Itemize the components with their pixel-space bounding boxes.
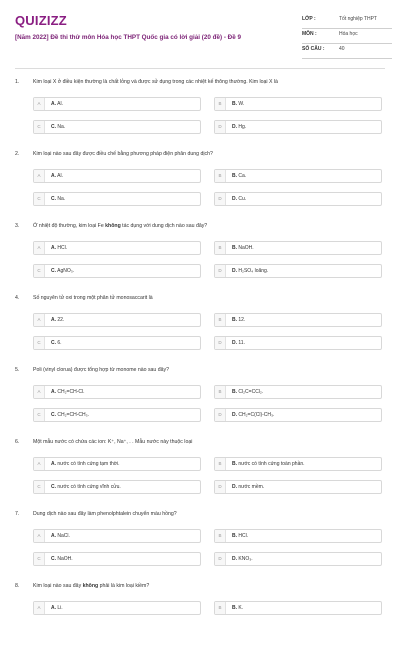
option-label: A.	[51, 101, 56, 107]
option-text	[232, 386, 263, 398]
option-value: AgNO₃.	[57, 268, 75, 274]
option-text	[51, 265, 74, 277]
question-number: 3.	[15, 223, 20, 229]
option-label: D.	[232, 556, 237, 562]
meta-key: MÔN :	[302, 31, 317, 37]
option-value: CH₂=CH-Cl.	[57, 389, 85, 395]
option-text	[232, 530, 248, 542]
option-letter: A	[34, 530, 45, 542]
question-number: 7.	[15, 511, 20, 517]
worksheet-header	[0, 0, 400, 68]
option-label: A.	[51, 173, 56, 179]
option-text	[232, 314, 245, 326]
option-letter: A	[34, 98, 45, 110]
option-letter: C	[34, 337, 45, 349]
option-letter: B	[215, 602, 226, 614]
option-letter: B	[215, 386, 226, 398]
question-item	[0, 576, 400, 648]
option-letter: D	[215, 553, 226, 565]
option-letter: D	[215, 337, 226, 349]
question-text: Một mẫu nước có chứa các ion: K⁺, Na⁺, . . Mẫu nước này thuộc loại	[33, 439, 193, 445]
question-text	[33, 583, 373, 589]
option-c[interactable]	[33, 264, 201, 278]
option-text	[232, 170, 246, 182]
question-number: 2.	[15, 151, 20, 157]
option-label: B.	[232, 317, 237, 323]
option-value: W.	[238, 101, 245, 107]
question-text-part: Ở nhiệt độ thường, kim loại Fe	[33, 223, 106, 229]
question-text-part: Kim loại nào sau đây	[33, 583, 83, 589]
question-text: Poli (vinyl clorua) được tổng hợp từ monome nào sau đây?	[33, 367, 170, 373]
option-label: A.	[51, 317, 56, 323]
option-letter: D	[215, 481, 226, 493]
option-value: 12.	[238, 317, 246, 323]
option-value: Hg.	[238, 124, 247, 130]
option-text	[51, 553, 73, 565]
option-letter: D	[215, 193, 226, 205]
option-value: Li.	[57, 605, 63, 611]
meta-value: Tốt nghiệp THPT	[339, 16, 377, 22]
option-value: 22.	[57, 317, 65, 323]
option-label: D.	[232, 268, 237, 274]
option-text	[232, 242, 254, 254]
option-value: nước có tính cứng toàn phần.	[238, 461, 305, 467]
option-letter: A	[34, 314, 45, 326]
option-b[interactable]	[214, 97, 382, 111]
option-b[interactable]	[214, 601, 382, 615]
option-text	[51, 314, 64, 326]
option-value: HCl.	[57, 245, 68, 251]
option-value: CH₂=CH-CH₃.	[57, 412, 90, 418]
option-b[interactable]	[214, 457, 382, 471]
question-number: 4.	[15, 295, 20, 301]
option-value: H₂SO₄ loãng.	[238, 268, 269, 274]
question-item	[0, 504, 400, 576]
option-letter: C	[34, 193, 45, 205]
option-letter: D	[215, 409, 226, 421]
option-value: CH₂=C(Cl)-CH₃.	[238, 412, 275, 418]
option-text	[232, 409, 274, 421]
option-letter: A	[34, 602, 45, 614]
question-text: Kim loại nào sau đây được điều chế bằng phương pháp điện phân dung dịch?	[33, 151, 213, 157]
header-divider	[15, 68, 385, 69]
option-d[interactable]	[214, 264, 382, 278]
option-b[interactable]	[214, 529, 382, 543]
meta-row-class	[302, 14, 392, 29]
option-text	[51, 481, 121, 493]
option-value: 6.	[57, 340, 62, 346]
option-value: 11.	[238, 340, 245, 346]
option-d[interactable]	[214, 336, 382, 350]
option-value: nước có tính cứng tạm thời.	[57, 461, 120, 467]
option-b[interactable]	[214, 241, 382, 255]
option-c[interactable]	[33, 192, 201, 206]
option-label: D.	[232, 196, 237, 202]
option-text	[232, 121, 246, 133]
option-label: B.	[232, 101, 237, 107]
meta-value: 40	[339, 46, 345, 52]
question-text: Dung dịch nào sau đây làm phenolphtalein chuyển màu hồng?	[33, 511, 177, 517]
question-item	[0, 216, 400, 288]
option-d[interactable]	[214, 552, 382, 566]
option-label: A.	[51, 245, 56, 251]
option-b[interactable]	[214, 169, 382, 183]
question-item	[0, 72, 400, 144]
option-text	[232, 553, 253, 565]
option-letter: D	[215, 121, 226, 133]
option-a[interactable]	[33, 385, 201, 399]
worksheet-meta	[302, 14, 392, 59]
option-value: Na.	[57, 124, 66, 130]
option-letter: C	[34, 553, 45, 565]
option-letter: C	[34, 481, 45, 493]
option-c[interactable]	[33, 120, 201, 134]
option-text	[51, 530, 70, 542]
option-text	[232, 602, 243, 614]
question-number: 1.	[15, 79, 20, 85]
question-text-part: phải là kim loại kiềm?	[98, 583, 150, 589]
option-a[interactable]	[33, 529, 201, 543]
option-text	[51, 458, 120, 470]
option-text	[51, 386, 84, 398]
option-value: HCl.	[238, 533, 249, 539]
option-label: B.	[232, 173, 237, 179]
quizizz-logo: QUIZIZZ	[15, 13, 67, 28]
question-text-part: tác dụng với dung dịch nào sau đây?	[120, 223, 208, 229]
option-label: B.	[232, 605, 237, 611]
option-value: Al.	[57, 173, 63, 179]
option-letter: A	[34, 458, 45, 470]
question-text-emphasis: không	[82, 583, 99, 589]
option-value: Cu.	[238, 196, 247, 202]
option-a[interactable]	[33, 97, 201, 111]
option-label: A.	[51, 389, 56, 395]
question-text: Kim loại X ở điều kiện thường là chất lỏng và được sử dụng trong các nhiệt kế thông thường. Kim loại X là	[33, 79, 278, 85]
option-b[interactable]	[214, 313, 382, 327]
option-label: D.	[232, 340, 237, 346]
option-a[interactable]	[33, 169, 201, 183]
option-label: C.	[51, 484, 56, 490]
option-label: A.	[51, 461, 56, 467]
option-value: nước có tính cứng vĩnh cửu.	[57, 484, 121, 490]
question-text: Số nguyên tử oxi trong một phân tử monosaccarit là	[33, 295, 153, 301]
question-number: 5.	[15, 367, 20, 373]
option-text	[51, 121, 65, 133]
option-text	[51, 602, 63, 614]
option-value: NaCl.	[57, 533, 70, 539]
worksheet-title: [Năm 2022] Đề thi thử môn Hóa học THPT Quốc gia có lời giải (20 đề) - Đề 9	[15, 34, 241, 41]
option-value: NaOH.	[238, 245, 254, 251]
option-text	[51, 337, 62, 349]
option-text	[232, 98, 244, 110]
option-label: B.	[232, 389, 237, 395]
option-value: Na.	[57, 196, 66, 202]
question-text-emphasis: không	[105, 223, 121, 229]
meta-key: LỚP :	[302, 16, 316, 22]
option-a[interactable]	[33, 457, 201, 471]
option-label: C.	[51, 556, 56, 562]
option-a[interactable]	[33, 241, 201, 255]
option-value: K.	[238, 605, 244, 611]
option-letter: B	[215, 242, 226, 254]
option-c[interactable]	[33, 552, 201, 566]
option-label: C.	[51, 412, 56, 418]
option-text	[51, 409, 89, 421]
option-text	[51, 98, 63, 110]
option-label: D.	[232, 412, 237, 418]
option-label: D.	[232, 484, 237, 490]
meta-key: SỐ CÂU :	[302, 46, 325, 52]
option-text	[232, 193, 246, 205]
meta-value: Hóa học	[339, 31, 358, 37]
option-label: C.	[51, 268, 56, 274]
meta-row-question-count	[302, 44, 392, 59]
option-letter: C	[34, 121, 45, 133]
option-text	[232, 265, 268, 277]
option-letter: D	[215, 265, 226, 277]
option-letter: B	[215, 530, 226, 542]
option-a[interactable]	[33, 601, 201, 615]
option-letter: B	[215, 314, 226, 326]
option-c[interactable]	[33, 408, 201, 422]
option-d[interactable]	[214, 408, 382, 422]
option-label: C.	[51, 340, 56, 346]
option-label: B.	[232, 461, 237, 467]
option-label: B.	[232, 245, 237, 251]
option-letter: A	[34, 170, 45, 182]
option-value: Cl₂C=CCl₂.	[238, 389, 264, 395]
meta-row-subject	[302, 29, 392, 44]
option-d[interactable]	[214, 192, 382, 206]
option-label: C.	[51, 124, 56, 130]
question-number: 8.	[15, 583, 20, 589]
option-label: D.	[232, 124, 237, 130]
option-text	[51, 242, 67, 254]
option-value: nước mềm.	[238, 484, 265, 490]
option-value: Ca.	[238, 173, 247, 179]
option-label: B.	[232, 533, 237, 539]
option-letter: B	[215, 458, 226, 470]
question-item	[0, 288, 400, 360]
option-d[interactable]	[214, 480, 382, 494]
option-letter: A	[34, 386, 45, 398]
question-number: 6.	[15, 439, 20, 445]
question-item	[0, 432, 400, 504]
option-label: C.	[51, 196, 56, 202]
option-letter: C	[34, 409, 45, 421]
option-letter: B	[215, 170, 226, 182]
option-letter: B	[215, 98, 226, 110]
option-text	[51, 193, 65, 205]
question-item	[0, 144, 400, 216]
option-a[interactable]	[33, 313, 201, 327]
option-b[interactable]	[214, 385, 382, 399]
option-d[interactable]	[214, 120, 382, 134]
option-value: KNO₃.	[238, 556, 253, 562]
option-letter: A	[34, 242, 45, 254]
question-list	[0, 72, 400, 648]
option-text	[232, 481, 264, 493]
option-value: NaOH.	[57, 556, 73, 562]
option-text	[51, 170, 63, 182]
option-letter: C	[34, 265, 45, 277]
question-item	[0, 360, 400, 432]
question-text	[33, 223, 373, 229]
option-c[interactable]	[33, 336, 201, 350]
option-label: A.	[51, 605, 56, 611]
option-text	[232, 337, 245, 349]
option-text	[232, 458, 305, 470]
option-c[interactable]	[33, 480, 201, 494]
option-value: Al.	[57, 101, 63, 107]
option-label: A.	[51, 533, 56, 539]
